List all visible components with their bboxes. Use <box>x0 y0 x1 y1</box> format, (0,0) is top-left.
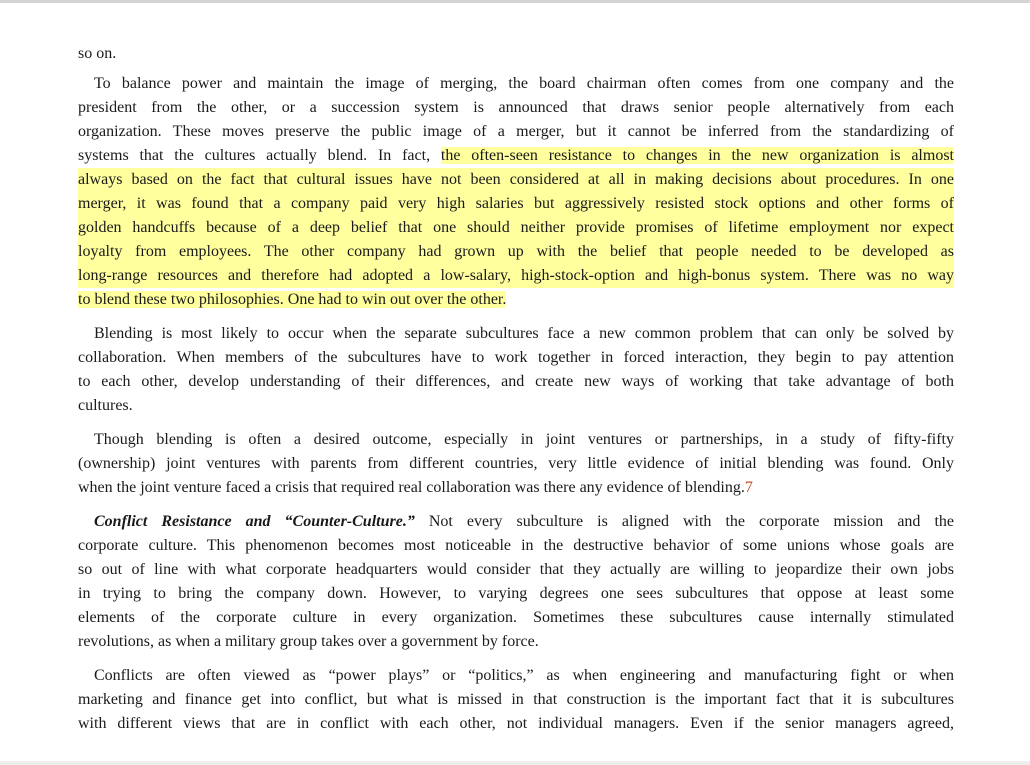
text-line: organization. These moves preserve the public image of a merger, but it cannot be inferred from the standardizing of <box>78 123 954 140</box>
text-run: when the joint venture faced a crisis that required real collaboration was there any evidence of blending. <box>78 479 745 496</box>
text-line: corporate culture. This phenomenon becomes most noticeable in the destructive behavior of some unions whose goals are <box>78 537 954 554</box>
paragraph-conflict-resistance <box>78 510 954 654</box>
text-line: cultures. <box>78 397 133 414</box>
text-line: Conflicts are often viewed as “power plays” or “politics,” as when engineering and manufacturing fight or when <box>94 667 954 684</box>
footnote-link[interactable]: 7 <box>744 479 753 496</box>
text-line: elements of the corporate culture in every organization. Sometimes these subcultures cause internally stimulated <box>78 609 954 626</box>
text-line: with different views that are in conflict with each other, not individual managers. Even if the senior managers agreed, <box>78 715 954 732</box>
text-run: Not every subculture is aligned with the corporate mission and the <box>414 513 954 530</box>
highlighted-line[interactable]: loyalty from employees. The other company had grown up with the belief that people needed to be developed as <box>78 240 954 264</box>
highlighted-text[interactable]: the often-seen resistance to changes in the new organization is almost <box>440 147 954 164</box>
highlighted-line[interactable]: golden handcuffs because of a deep belief that one should neither provide promises of lifetime employment nor expect <box>78 216 954 240</box>
paragraph-joint-ventures <box>78 428 954 500</box>
highlighted-text[interactable]: to blend these two philosophies. One had to win out over the other. <box>78 291 507 308</box>
text-line <box>78 476 954 500</box>
text-line: collaboration. When members of the subcultures have to work together in forced interaction, they begin to pay attention <box>78 349 954 366</box>
text-run: systems that the cultures actually blend. In fact, <box>78 147 441 164</box>
paragraph-blending <box>78 322 954 418</box>
text-line: To balance power and maintain the image of merging, the board chairman often comes from one company and the <box>94 75 954 92</box>
highlighted-line[interactable]: merger, it was found that a company paid very high salaries but aggressively resisted stock options and other forms of <box>78 192 954 216</box>
text-line: revolutions, as when a military group takes over a government by force. <box>78 633 539 650</box>
section-heading: Conflict Resistance and “Counter-Culture.” <box>94 513 415 530</box>
text-line: (ownership) joint ventures with parents from different countries, very little evidence of initial blending was found. Only <box>78 455 954 472</box>
text-line: so out of line with what corporate headquarters would consider that they actually are willing to jeopardize their own jobs <box>78 561 954 578</box>
text-line: president from the other, or a succession system is announced that draws senior people alternatively from each <box>78 99 954 116</box>
text-line: Though blending is often a desired outcome, especially in joint ventures or partnerships, in a study of fifty-fifty <box>94 431 954 448</box>
text-line: marketing and finance get into conflict, but what is missed in that construction is the important fact that it is subcultures <box>78 691 954 708</box>
highlighted-line[interactable]: long-range resources and therefore had adopted a low-salary, high-stock-option and high-bonus system. There was no way <box>78 264 954 288</box>
paragraph-merger-balance <box>78 72 954 312</box>
paragraph-conflicts <box>78 664 954 736</box>
highlighted-line[interactable]: always based on the fact that cultural issues have not been considered at all in making decisions about procedures. In one <box>78 168 954 192</box>
highlighted-line-last[interactable] <box>78 288 954 312</box>
text-line: Blending is most likely to occur when the separate subcultures face a new common problem that can only be solved by <box>94 325 954 342</box>
text-line: to each other, develop understanding of their differences, and create new ways of working that take advantage of both <box>78 373 954 390</box>
text-line <box>78 510 954 534</box>
text-line: in trying to bring the company down. However, to varying degrees one sees subcultures that oppose at least some <box>78 585 954 602</box>
fragment-paragraph <box>78 42 954 66</box>
text-line: so on. <box>78 45 117 62</box>
text-line <box>78 144 954 168</box>
bottom-border <box>0 761 1030 765</box>
